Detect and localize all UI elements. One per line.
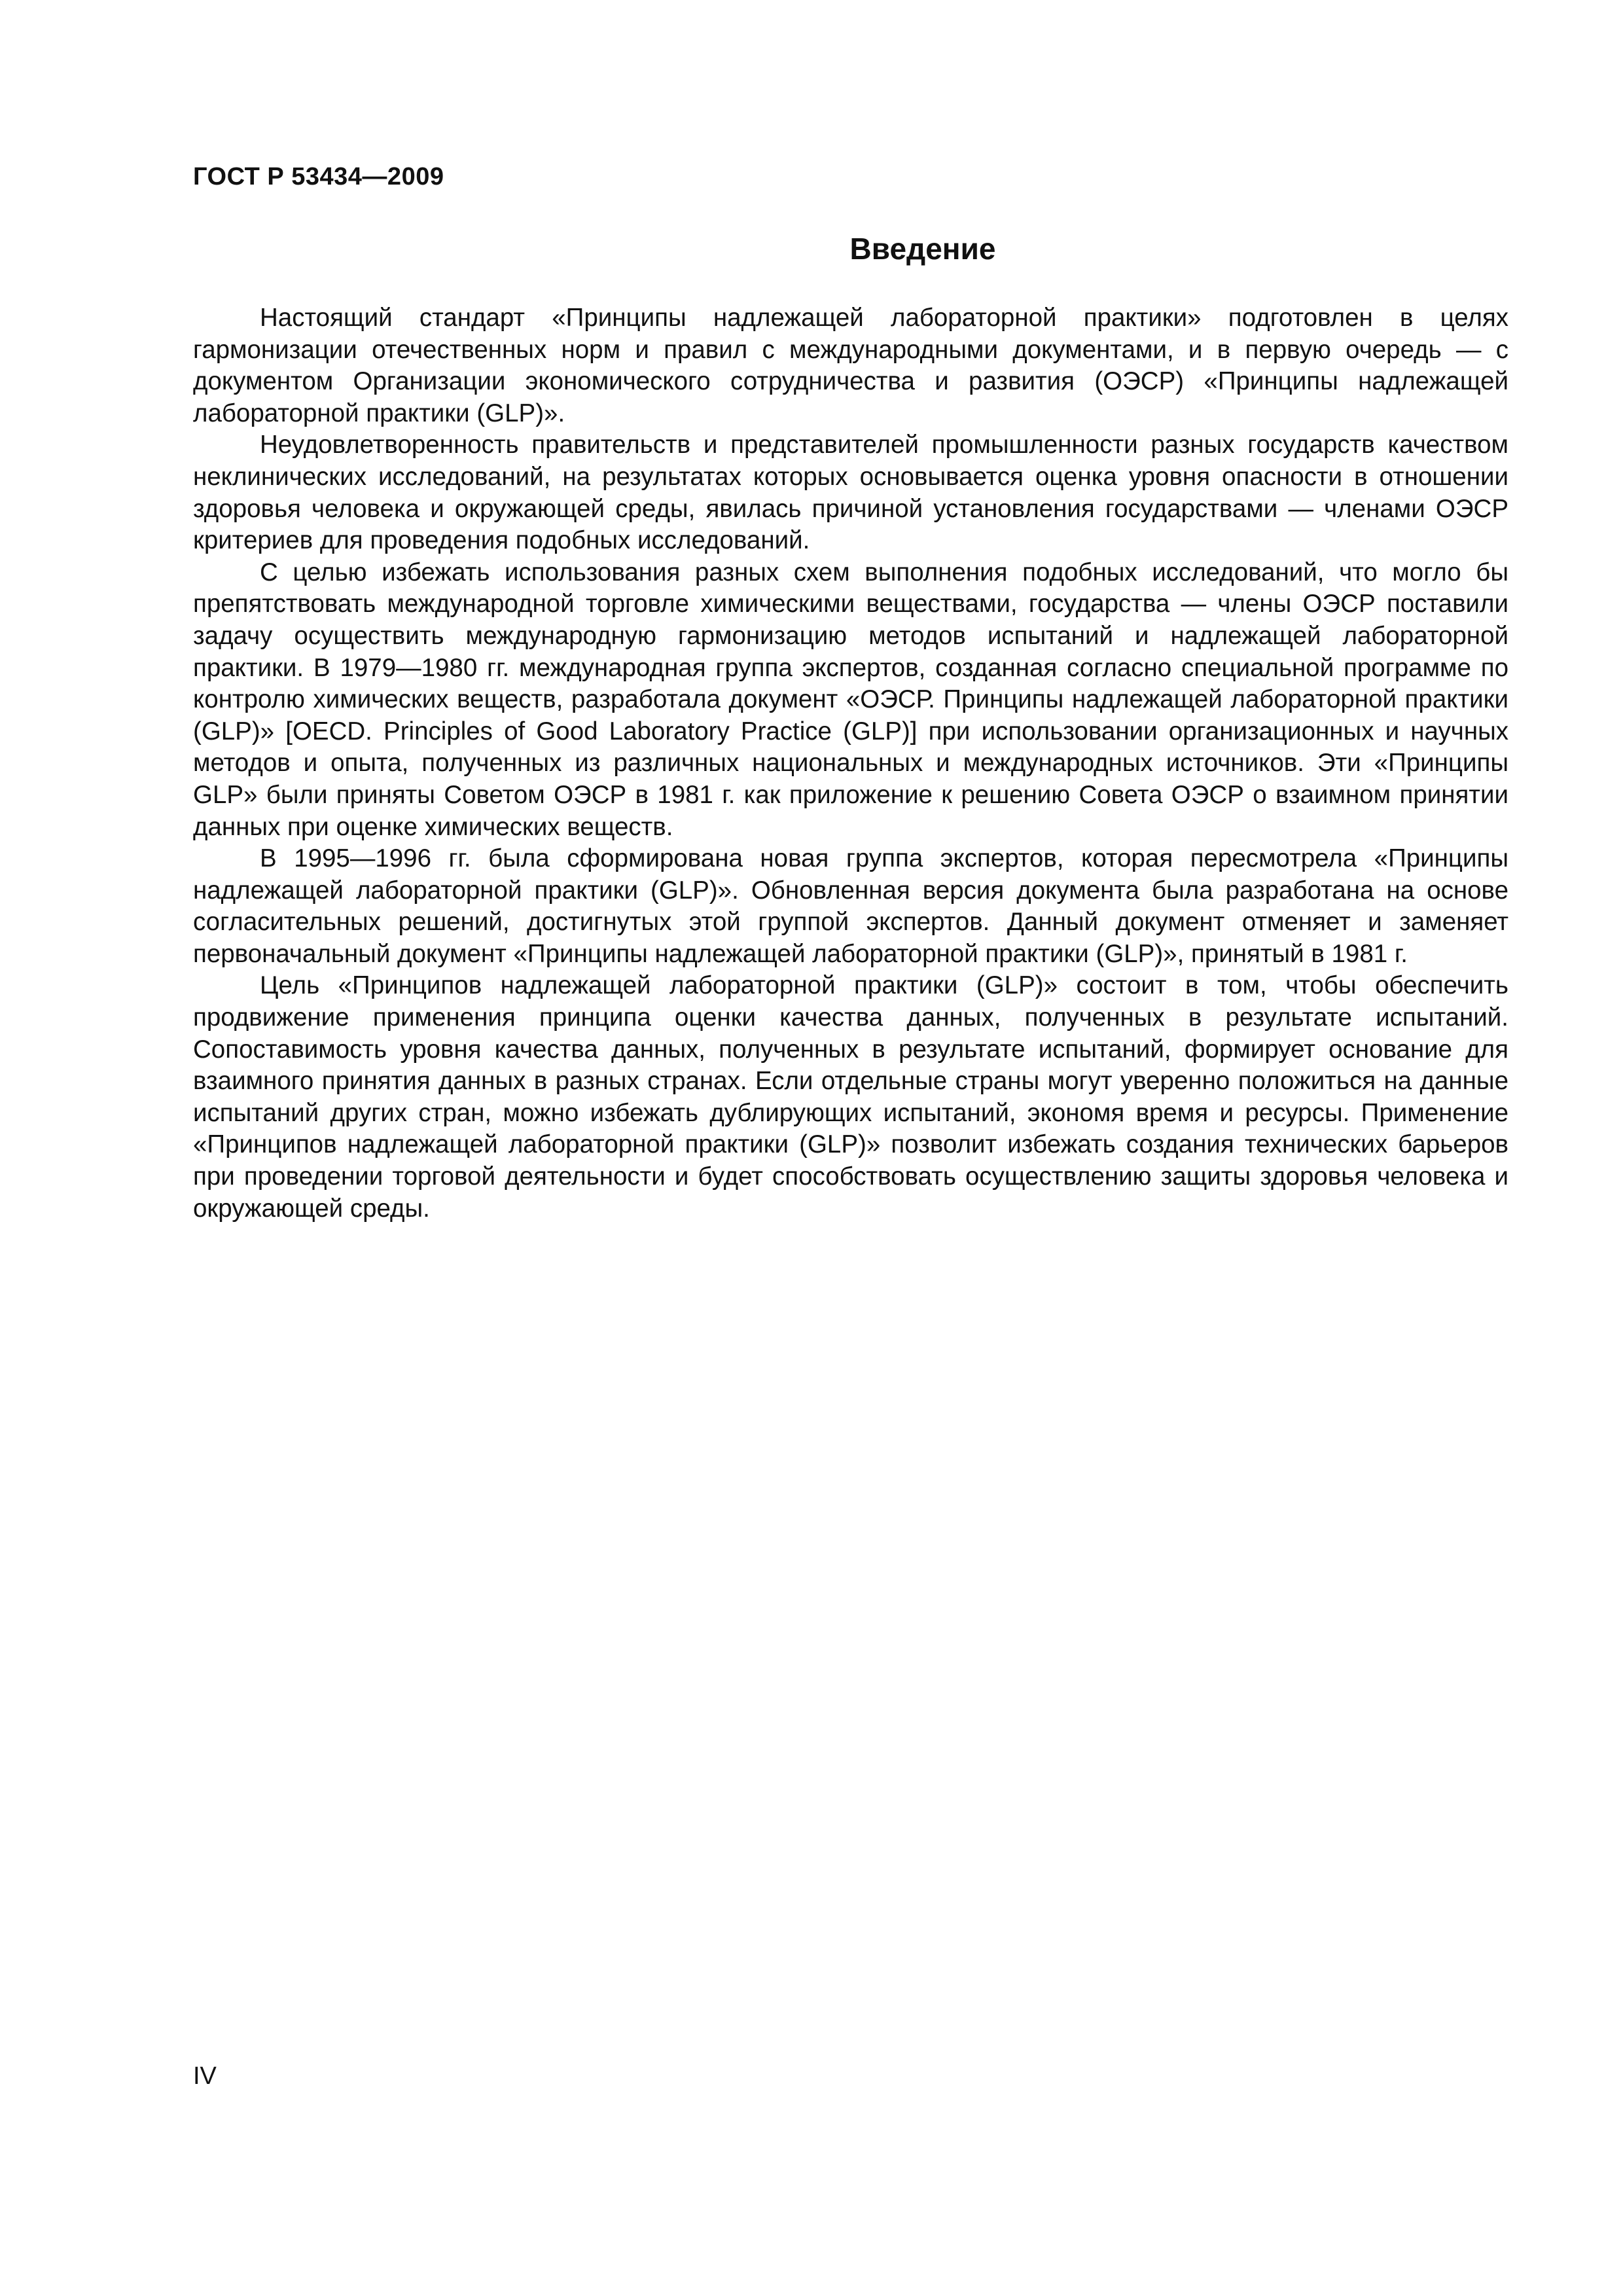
paragraph: В 1995—1996 гг. была сформирована новая группа экспертов, которая пересмотрела «Принципы надлежащей лабораторной практики (GLP)». Обновленная версия документа была разработана на основе согласительных решений, достигнутых этой группой экспертов. Данный документ отменяет и заменяет первоначальный документ «Принципы надлежащей лабораторной практики (GLP)», принятый в 1981 г. — [193, 844, 1508, 968]
paragraph: Неудовлетворенность правительств и представителей промышленности разных государств качеством неклинических исследований, на результатах которых основывается оценка уровня опасности в отношении здоровья человека и окружающей среды, явилась причиной установления государствами — членами ОЭСР критериев для проведения подобных исследований. — [193, 431, 1508, 555]
standard-code-header: ГОСТ Р 53434—2009 — [193, 163, 444, 190]
paragraph: Цель «Принципов надлежащей лабораторной практики (GLP)» состоит в том, чтобы обеспечить продвижение применения принципа оценки качества данных, полученных в результате испытаний. Сопоставимость уровня качества данных, полученных в результате испытаний, формирует основание для взаимного принятия данных в разных странах. Если отдельные страны могут уверенно положиться на данные испытаний других стран, можно избежать дублирующих испытаний, экономя время и ресурсы. Применение «Принципов надлежащей лабораторной практики (GLP)» позволит избежать создания технических барьеров при проведении торговой деятельности и будет способствовать осуществлению защиты здоровья человека и окружающей среды. — [193, 971, 1508, 1223]
introduction-body — [193, 302, 1508, 1225]
section-title: Введение — [849, 232, 996, 266]
paragraph: С целью избежать использования разных схем выполнения подобных исследований, что могло бы препятствовать международной торговле химическими веществами, государства — члены ОЭСР поставили задачу осуществить международную гармонизацию методов испытаний и надлежащей лабораторной практики. В 1979—1980 гг. международная группа экспертов, созданная согласно специальной программе по контролю химических веществ, разработала документ «ОЭСР. Принципы надлежащей лабораторной практики (GLP)» [OECD. Principles of Good Laboratory Practice (GLP)] при использовании организационных и научных методов и опыта, полученных из различных национальных и международных источников. Эти «Принципы GLP» были приняты Советом ОЭСР в 1981 г. как приложение к решению Совета ОЭСР о взаимном принятии данных при оценке химических веществ. — [193, 558, 1508, 841]
paragraph: Настоящий стандарт «Принципы надлежащей лабораторной практики» подготовлен в целях гармонизации отечественных норм и правил с международными документами, и в первую очередь — с документом Организации экономического сотрудничества и развития (ОЭСР) «Принципы надлежащей лабораторной практики (GLP)». — [193, 304, 1508, 427]
page-number: IV — [193, 2062, 217, 2090]
